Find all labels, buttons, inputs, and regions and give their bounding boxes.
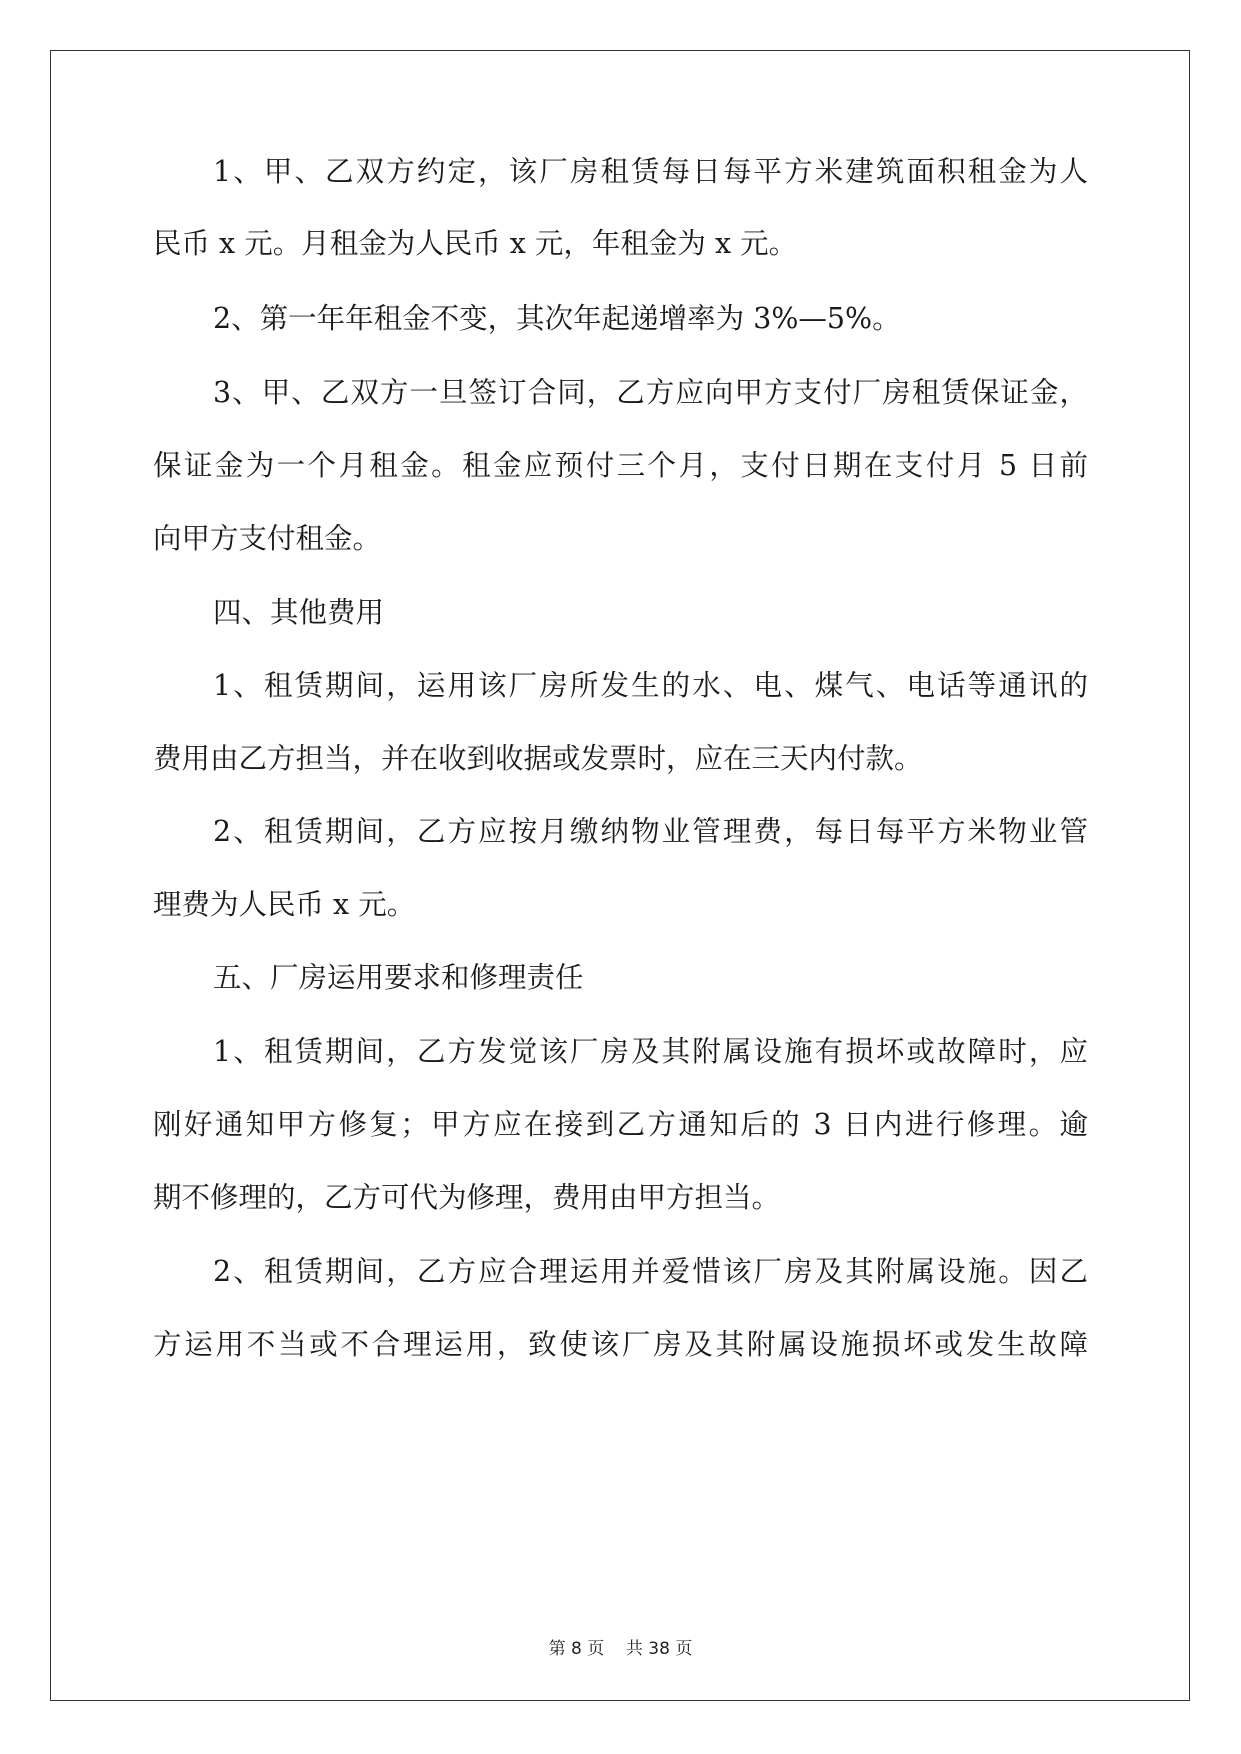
paragraph-line: 1、甲、乙双方约定，该厂房租赁每日每平方米建筑面积租金为人 [213, 155, 1088, 188]
paragraph-line: 方运用不当或不合理运用，致使该厂房及其附属设施损坏或发生故障 [153, 1328, 1088, 1361]
paragraph-line: 保证金为一个月租金。租金应预付三个月，支付日期在支付月 5 日前 [153, 449, 1088, 482]
paragraph-line: 理费为人民币 x 元。 [153, 888, 416, 921]
paragraph-line: 2、租赁期间，乙方应按月缴纳物业管理费，每日每平方米物业管 [213, 815, 1088, 848]
page-border [50, 50, 1190, 1701]
paragraph-line: 2、第一年年租金不变，其次年起递增率为 3%—5%。 [213, 302, 901, 335]
paragraph-line: 2、租赁期间，乙方应合理运用并爱惜该厂房及其附属设施。因乙 [213, 1255, 1088, 1288]
paragraph-line: 1、租赁期间，运用该厂房所发生的水、电、煤气、电话等通讯的 [213, 669, 1088, 702]
paragraph-line: 费用由乙方担当，并在收到收据或发票时，应在三天内付款。 [153, 742, 923, 775]
page-number-footer [0, 1634, 1241, 1659]
paragraph-line: 期不修理的，乙方可代为修理，费用由甲方担当。 [153, 1181, 781, 1214]
paragraph-line: 3、甲、乙双方一旦签订合同，乙方应向甲方支付厂房租赁保证金， [213, 376, 1088, 409]
page-number-label: 第 8 页 共 38 页 [548, 1639, 693, 1659]
section-heading: 四、其他费用 [213, 596, 385, 629]
paragraph-line: 刚好通知甲方修复；甲方应在接到乙方通知后的 3 日内进行修理。逾 [153, 1108, 1088, 1141]
section-heading: 五、厂房运用要求和修理责任 [213, 961, 584, 994]
paragraph-line: 向甲方支付租金。 [153, 522, 382, 555]
paragraph-line: 民币 x 元。月租金为人民币 x 元，年租金为 x 元。 [153, 227, 798, 260]
paragraph-line: 1、租赁期间，乙方发觉该厂房及其附属设施有损坏或故障时，应 [213, 1035, 1088, 1068]
